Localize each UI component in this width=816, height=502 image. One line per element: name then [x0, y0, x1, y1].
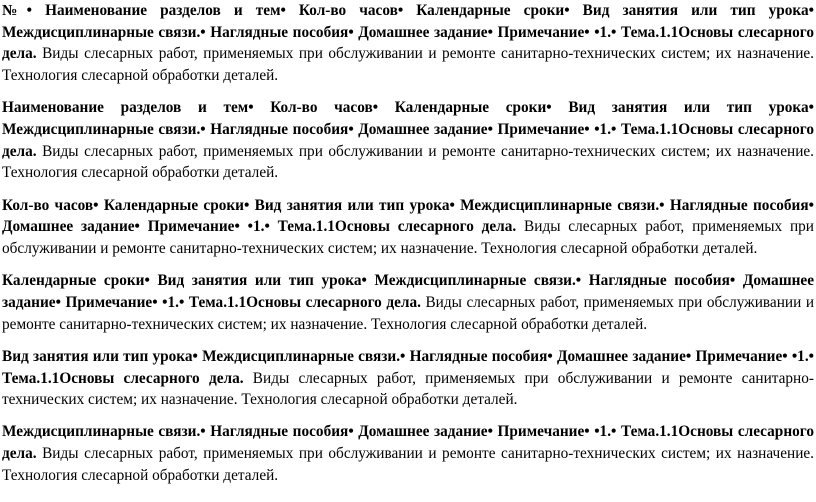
- paragraph-6-bold: Междисциплинарные связи.• Наглядные пособия• Домашнее задание• Примечание• •1.• Тема.1.1Основы слесарного дела.: [2, 423, 814, 463]
- paragraph-3-bold: Кол-во часов• Календарные сроки• Вид занятия или тип урока• Междисциплинарные связи.• Наглядные пособия• Домашнее задание• Примечание• •1.• Тема.1.1Основы слесарного дела.: [2, 196, 814, 236]
- paragraph-4-bold: Календарные сроки• Вид занятия или тип урока• Междисциплинарные связи.• Наглядные пособия• Домашнее задание• Примечание• •1.• Тема.1.1Основы слесарного дела.: [2, 272, 814, 311]
- paragraph-1-bold: №• Наименование разделов и тем• Кол-во часов• Календарные сроки• Вид занятия или тип урока• Междисциплинарные связи.• Наглядные пособия• Домашнее задание• Примечание• •1.• Тема.1.1Основы слесарного дела.: [2, 2, 814, 63]
- paragraph-1: [2, 0, 814, 87]
- paragraph-6: [2, 421, 814, 486]
- paragraph-2-text: Виды слесарных работ, применяемых при обслуживании и ремонте санитарно-технических систем; их назначение. Технология слесарной обработки деталей.: [2, 142, 814, 182]
- paragraph-2: [2, 97, 814, 184]
- paragraph-5-bold: Вид занятия или тип урока• Междисциплинарные связи.• Наглядные пособия• Домашнее задание• Примечание• •1.• Тема.1.1Основы слесарного дела.: [2, 347, 814, 387]
- paragraph-1-text: Виды слесарных работ, применяемых при обслуживании и ремонте санитарно-технических систем; их назначение. Технология слесарной обработки деталей.: [2, 45, 814, 85]
- paragraph-6-text: Виды слесарных работ, применяемых при обслуживании и ремонте санитарно-технических систем; их назначение. Технология слесарной обработки деталей.: [2, 445, 814, 484]
- paragraph-4-text: Виды слесарных работ, применяемых при обслуживании и ремонте санитарно-технических систем; их назначение. Технология слесарной обработки деталей.: [2, 293, 815, 333]
- paragraph-2-bold: Наименование разделов и тем• Кол-во часов• Календарные сроки• Вид занятия или тип урока• Междисциплинарные связи.• Наглядные пособия• Домашнее задание• Примечание• •1.• Тема.1.1Основы слесарного дела.: [2, 99, 814, 160]
- paragraph-5: [2, 346, 814, 411]
- paragraph-3-text: Виды слесарных работ, применяемых при обслуживании и ремонте санитарно-технических систем; их назначение. Технология слесарной обработки деталей.: [2, 218, 814, 258]
- paragraph-4: [2, 270, 814, 335]
- paragraph-5-text: Виды слесарных работ, применяемых при обслуживании и ремонте санитарно-технических систем; их назначение. Технология слесарной обработки деталей.: [2, 369, 814, 409]
- paragraph-3: [2, 195, 814, 260]
